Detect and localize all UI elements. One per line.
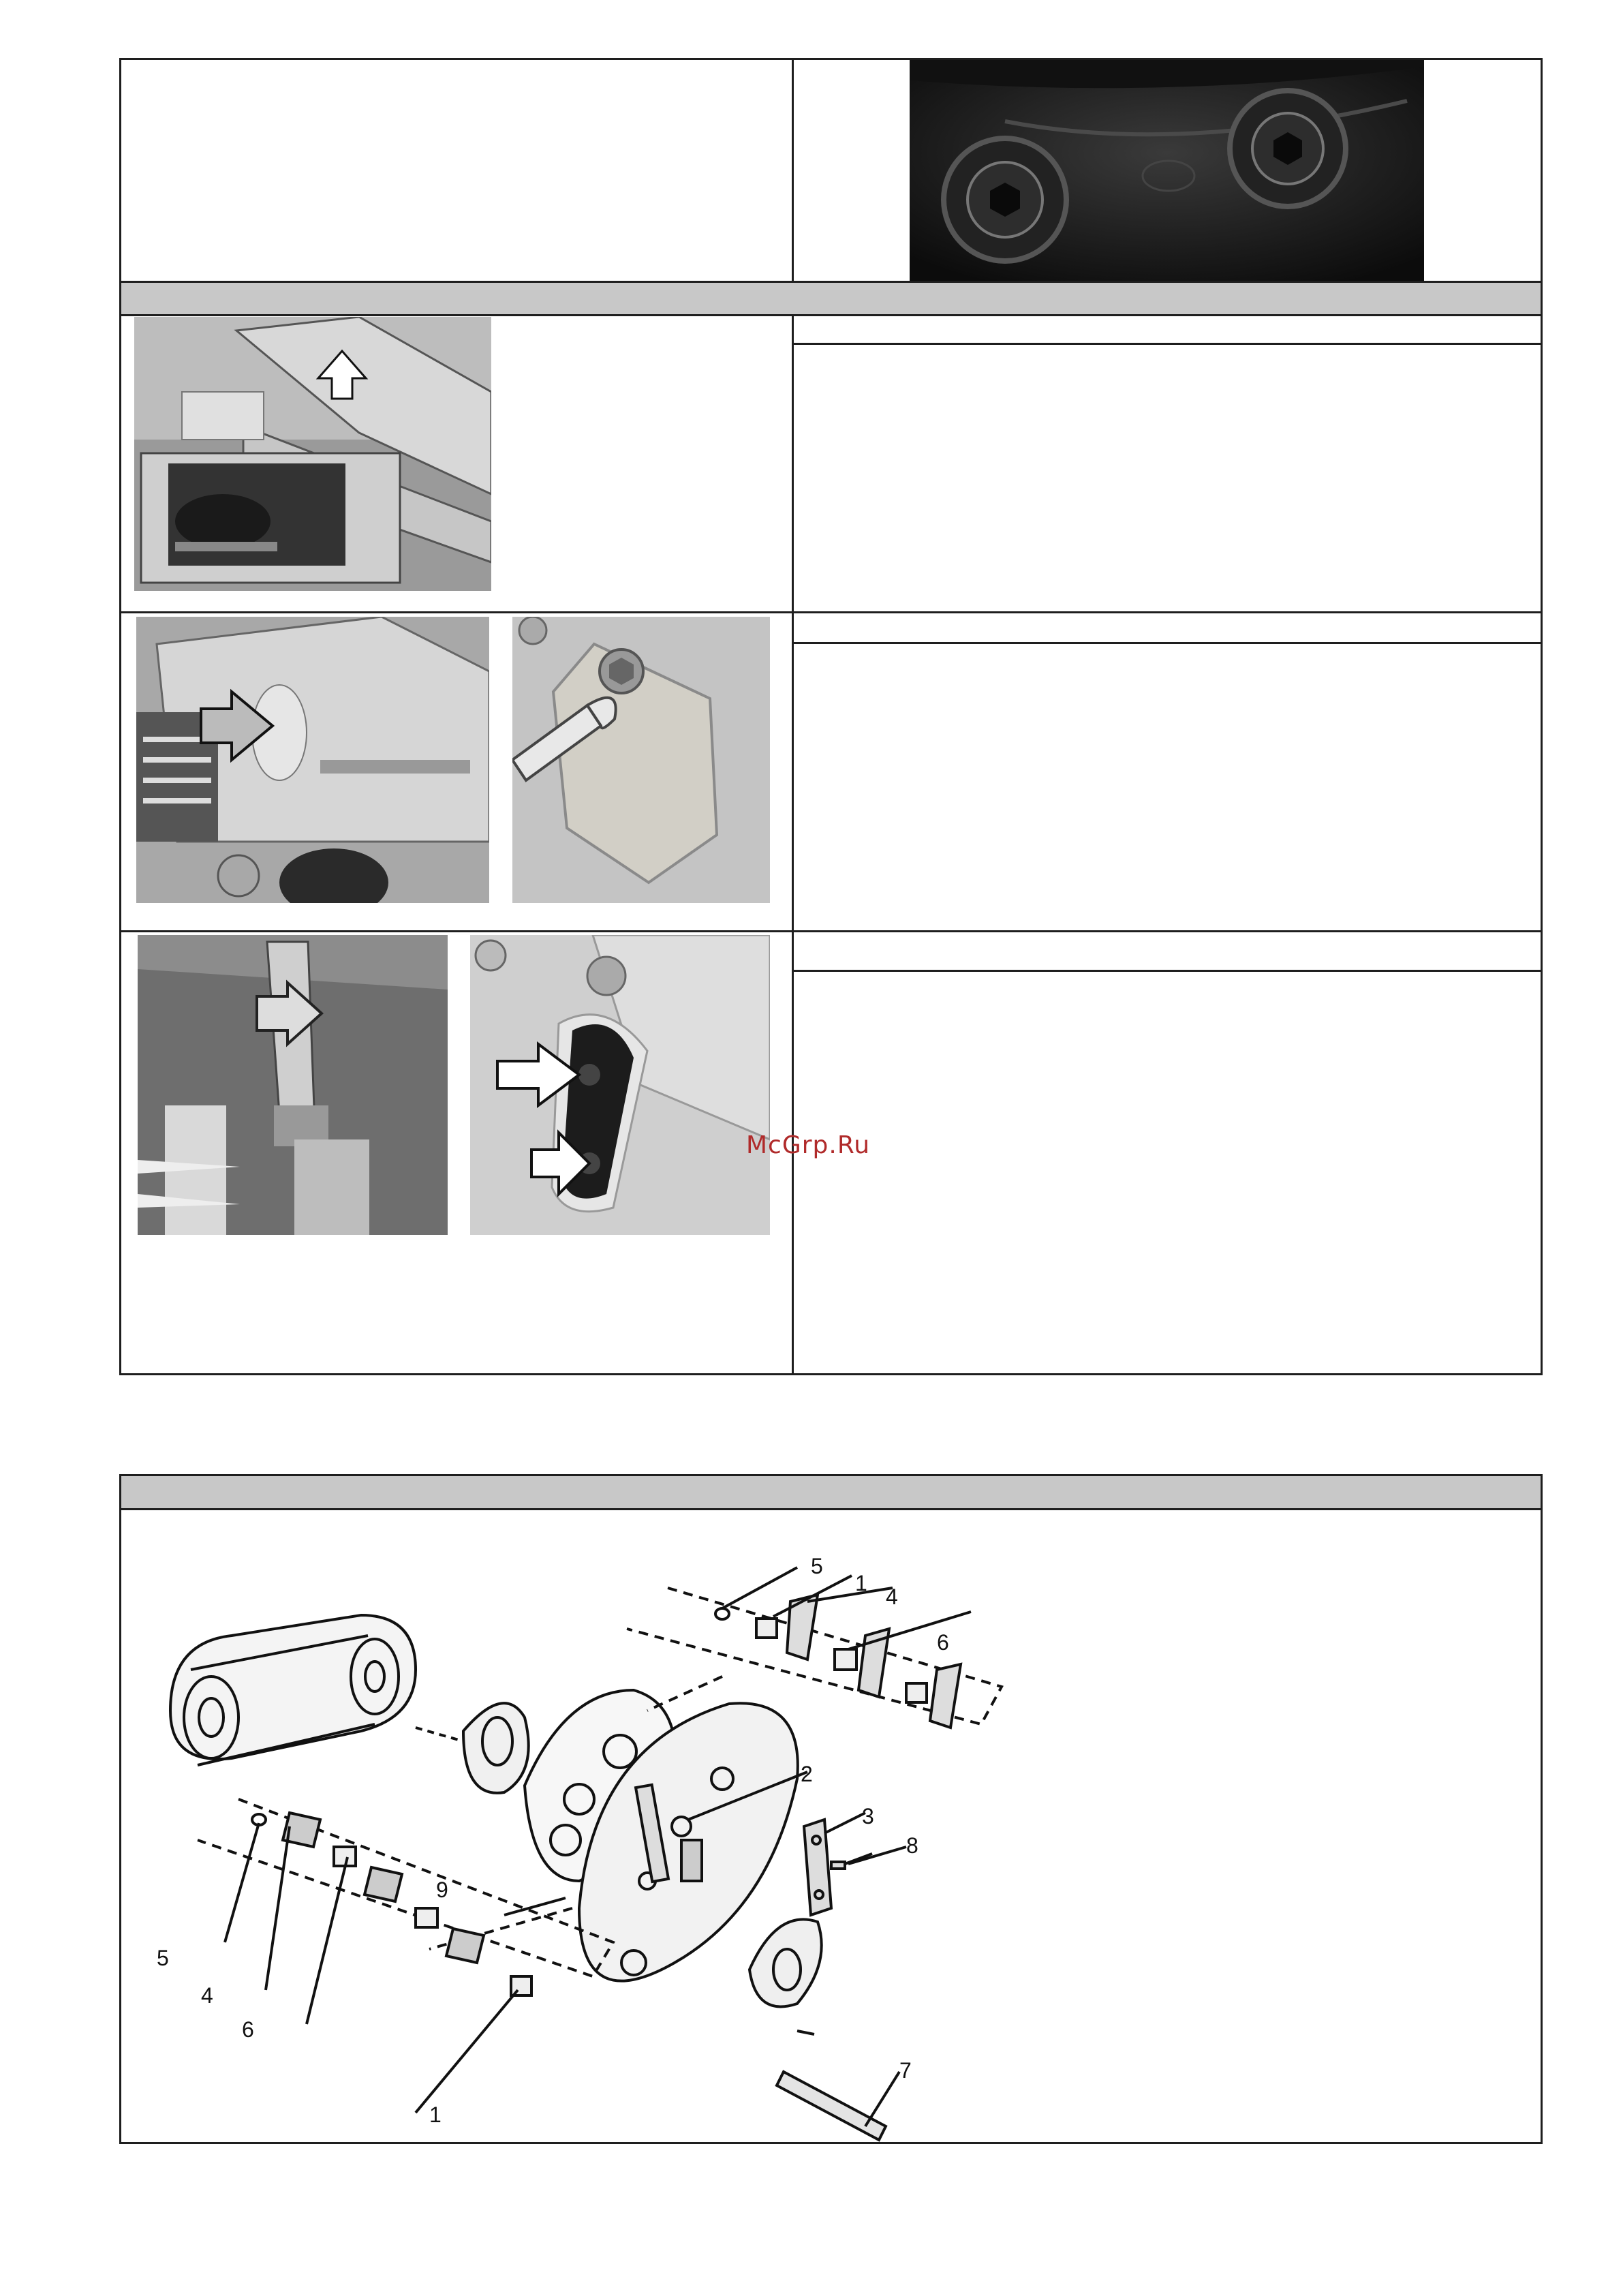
photo-bolt-cover (910, 60, 1424, 281)
photo-flange-bolts (470, 935, 770, 1235)
callout-left-5: 5 (157, 1946, 169, 1970)
photo-wrench-cover (512, 617, 770, 903)
photo-side-panel (136, 617, 489, 903)
table-rule (119, 611, 1543, 613)
section-header-band (119, 281, 1543, 316)
table-rule (119, 930, 1543, 932)
callout-bottom-7: 7 (899, 2058, 912, 2083)
callout-top-6: 6 (937, 1630, 949, 1655)
callout-left-6: 6 (242, 2017, 254, 2042)
table-divider (792, 315, 794, 1375)
photo-blade-holder (138, 935, 448, 1235)
callout-mid-9: 9 (436, 1878, 448, 1902)
table-rule (792, 343, 1543, 345)
callout-top-5: 5 (811, 1554, 823, 1578)
callout-mid-3: 3 (862, 1804, 874, 1828)
callout-top-4: 4 (886, 1585, 898, 1609)
callout-mid-2: 2 (801, 1762, 813, 1786)
exploded-parts-diagram (143, 1554, 1029, 2147)
table-rule (792, 970, 1543, 972)
table-rule (792, 642, 1543, 644)
table-divider (792, 58, 794, 283)
callout-mid-8: 8 (906, 1833, 918, 1858)
photo-hopper-open (134, 317, 491, 591)
watermark: McGrp.Ru (746, 1131, 871, 1159)
section-header-band (119, 1474, 1543, 1510)
callout-top-1: 1 (855, 1571, 867, 1595)
callout-left-4: 4 (201, 1983, 213, 2008)
callout-bottom-1: 1 (429, 2102, 442, 2127)
